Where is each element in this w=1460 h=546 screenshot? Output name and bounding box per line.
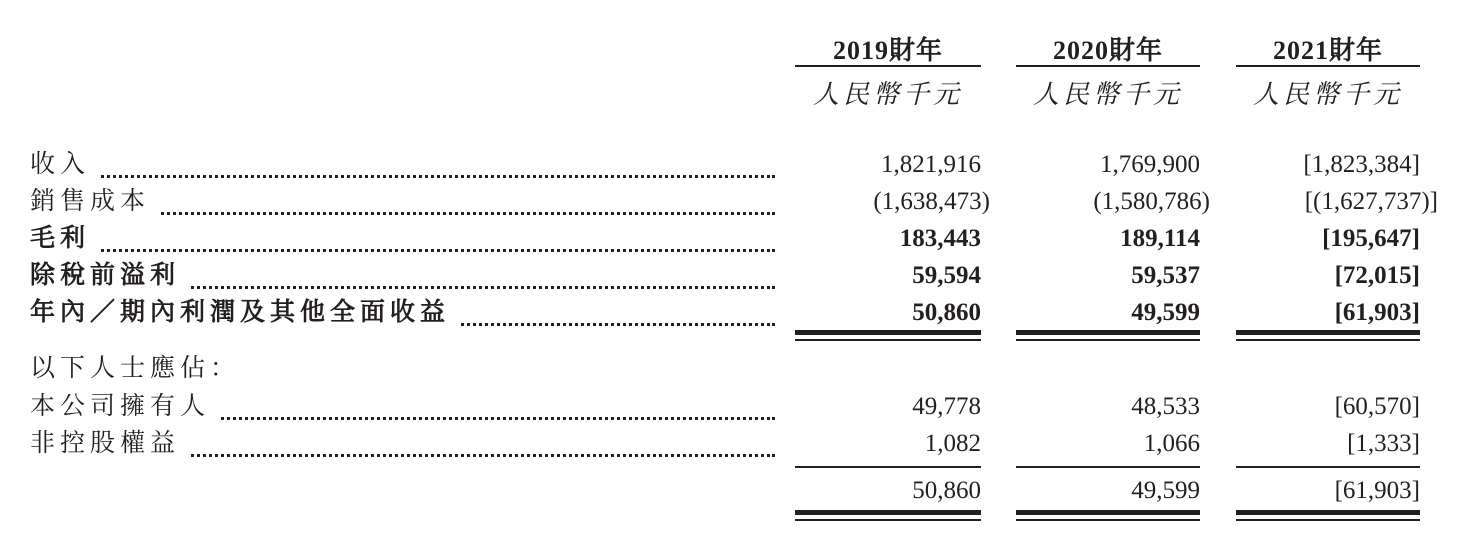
row-value-2020: 1,066	[1143, 430, 1200, 457]
row-label: 非控股權益	[30, 427, 775, 463]
double-underline	[1016, 510, 1200, 515]
table-row	[0, 259, 1460, 295]
row-value-2021: [1,333]	[1347, 430, 1420, 457]
row-value-2019: 49,778	[912, 393, 981, 420]
row-value-2020: 189,114	[1120, 225, 1200, 252]
row-value-2019: (1,638,473)	[873, 188, 990, 215]
row-value-2019: 1,082	[924, 430, 981, 457]
total-value-2019: 50,860	[912, 477, 981, 504]
table-row	[0, 148, 1460, 184]
column-header-2020: 2020財年	[1052, 36, 1163, 65]
row-label: 毛利	[30, 222, 775, 258]
subtotal-underline	[1016, 466, 1200, 468]
row-label: 本公司擁有人	[30, 390, 775, 426]
double-underline	[1236, 330, 1420, 335]
total-value-2021: [61,903]	[1334, 477, 1420, 504]
row-value-2019: 50,860	[912, 299, 981, 326]
column-unit-2021: 人民幣千元	[1252, 80, 1403, 109]
total-value-2020: 49,599	[1131, 477, 1200, 504]
row-value-2021: [61,903]	[1334, 299, 1420, 326]
total-row	[0, 474, 1460, 510]
table-row	[0, 296, 1460, 332]
row-label: 銷售成本	[30, 185, 775, 221]
table-row	[0, 222, 1460, 258]
table-row	[0, 427, 1460, 463]
double-underline	[795, 510, 981, 515]
column-unit-2019: 人民幣千元	[812, 80, 963, 109]
column-header-2021: 2021財年	[1272, 36, 1383, 65]
row-value-2019: 59,594	[912, 262, 981, 289]
row-value-2021: [60,570]	[1334, 393, 1420, 420]
row-label: 除稅前溢利	[30, 259, 775, 295]
row-value-2020: 59,537	[1131, 262, 1200, 289]
row-value-2021: [1,823,384]	[1303, 151, 1420, 178]
row-value-2019: 183,443	[899, 225, 981, 252]
subtotal-underline	[795, 466, 981, 468]
header-underline	[1016, 65, 1200, 67]
column-unit-2020: 人民幣千元	[1032, 80, 1183, 109]
row-label: 年內／期內利潤及其他全面收益	[30, 296, 775, 332]
row-value-2021: [72,015]	[1334, 262, 1420, 289]
row-value-2020: 1,769,900	[1100, 151, 1200, 178]
row-value-2020: (1,580,786)	[1093, 188, 1210, 215]
double-underline	[795, 330, 981, 335]
header-underline	[795, 65, 981, 67]
header-underline	[1236, 65, 1420, 67]
row-value-2020: 48,533	[1131, 393, 1200, 420]
double-underline	[1016, 330, 1200, 335]
section-heading	[0, 352, 1460, 388]
column-header-2019: 2019財年	[832, 36, 943, 65]
double-underline	[1236, 510, 1420, 515]
row-value-2019: 1,821,916	[881, 151, 981, 178]
table-row	[0, 185, 1460, 221]
row-label: 以下人士應佔：	[30, 352, 775, 388]
row-value-2021: [195,647]	[1322, 225, 1420, 252]
row-value-2020: 49,599	[1131, 299, 1200, 326]
row-label: 收入	[30, 148, 775, 184]
row-value-2021: [(1,627,737)]	[1304, 188, 1438, 215]
table-row	[0, 390, 1460, 426]
subtotal-underline	[1236, 466, 1420, 468]
